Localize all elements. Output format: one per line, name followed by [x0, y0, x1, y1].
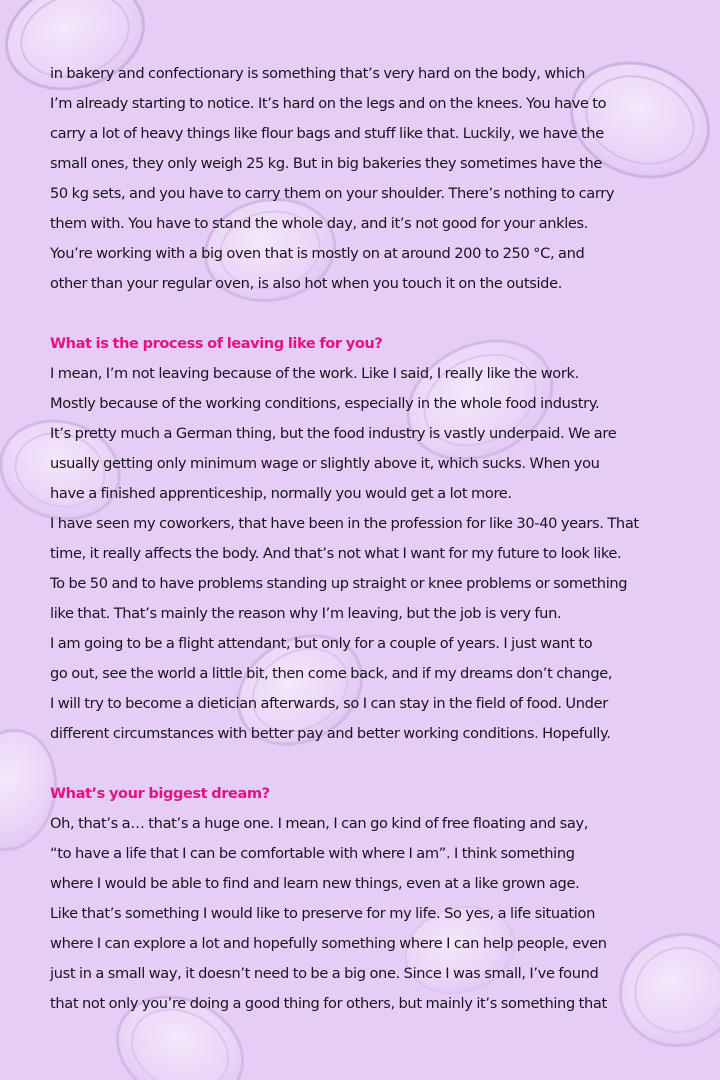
question-heading: What is the process of leaving like for you?	[50, 335, 383, 352]
text-line: in bakery and confectionary is something that’s very hard on the body, which	[50, 65, 586, 82]
text-line: I have seen my coworkers, that have been in the profession for like 30-40 years. That	[50, 515, 639, 532]
answer-block	[50, 359, 690, 749]
text-line: different circumstances with better pay and better working conditions. Hopefully.	[50, 725, 611, 742]
text-line: Mostly because of the working conditions, especially in the whole food industry.	[50, 395, 600, 412]
text-line: I mean, I’m not leaving because of the work. Like I said, I really like the work.	[50, 365, 579, 382]
text-line: 50 kg sets, and you have to carry them on your shoulder. There’s nothing to carry	[50, 185, 615, 202]
text-line: It’s pretty much a German thing, but the food industry is vastly underpaid. We are	[50, 425, 617, 442]
text-line: “to have a life that I can be comfortable with where I am”. I think something	[50, 845, 575, 862]
question-heading: What’s your biggest dream?	[50, 785, 270, 802]
text-line: have a finished apprenticeship, normally you would get a lot more.	[50, 485, 512, 502]
text-line: like that. That’s mainly the reason why I’m leaving, but the job is very fun.	[50, 605, 562, 622]
answer-block	[50, 59, 690, 299]
text-line: I’m already starting to notice. It’s hard on the legs and on the knees. You have to	[50, 95, 607, 112]
paragraph-spacer	[50, 749, 690, 779]
text-line: I will try to become a dietician afterwards, so I can stay in the field of food. Under	[50, 695, 608, 712]
text-line: just in a small way, it doesn’t need to be a big one. Since I was small, I’ve found	[50, 965, 599, 982]
text-line: Like that’s something I would like to preserve for my life. So yes, a life situation	[50, 905, 595, 922]
text-line: You’re working with a big oven that is mostly on at around 200 to 250 °C, and	[50, 245, 585, 262]
text-line: other than your regular oven, is also hot when you touch it on the outside.	[50, 275, 562, 292]
text-line: Oh, that’s a… that’s a huge one. I mean, I can go kind of free floating and say,	[50, 815, 589, 832]
text-line: them with. You have to stand the whole day, and it’s not good for your ankles.	[50, 215, 589, 232]
text-line: I am going to be a flight attendant, but only for a couple of years. I just want to	[50, 635, 593, 652]
interview-text	[50, 59, 690, 1019]
text-line: usually getting only minimum wage or slightly above it, which sucks. When you	[50, 455, 600, 472]
text-line: To be 50 and to have problems standing up straight or knee problems or something	[50, 575, 628, 592]
paragraph-spacer	[50, 299, 690, 329]
answer-block	[50, 809, 690, 1019]
text-line: where I would be able to find and learn new things, even at a like grown age.	[50, 875, 580, 892]
text-line: where I can explore a lot and hopefully something where I can help people, even	[50, 935, 607, 952]
text-line: small ones, they only weigh 25 kg. But in big bakeries they sometimes have the	[50, 155, 603, 172]
text-line: time, it really affects the body. And that’s not what I want for my future to look like.	[50, 545, 622, 562]
text-line: carry a lot of heavy things like flour bags and stuff like that. Luckily, we have the	[50, 125, 604, 142]
text-line: go out, see the world a little bit, then come back, and if my dreams don’t change,	[50, 665, 613, 682]
text-line: that not only you’re doing a good thing for others, but mainly it’s something that	[50, 995, 607, 1012]
